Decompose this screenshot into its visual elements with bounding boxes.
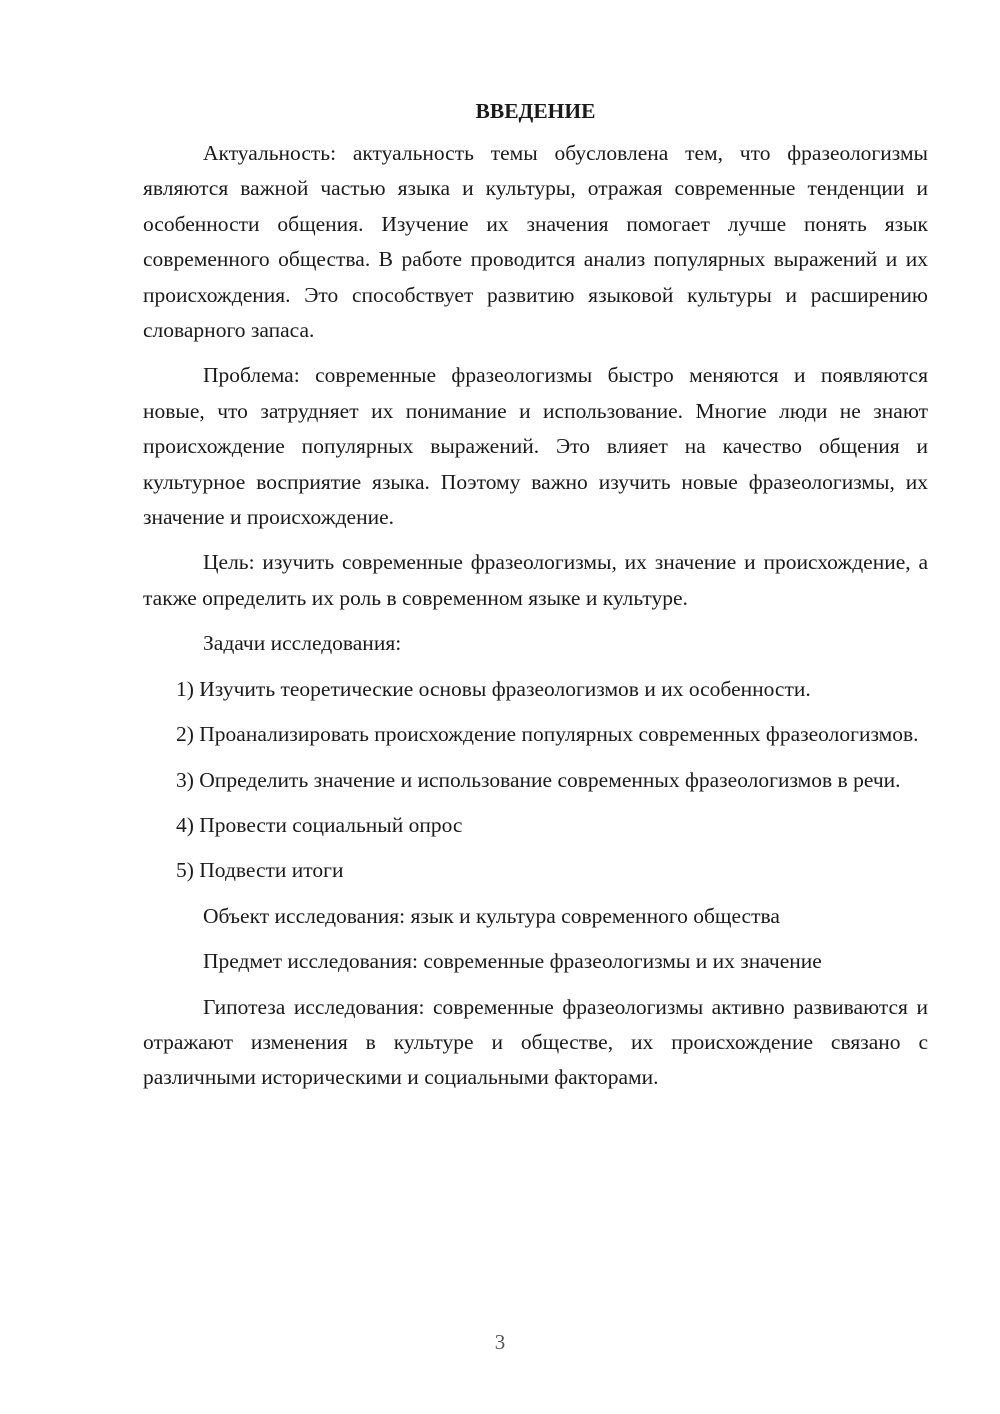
- task-item-3: 3) Определить значение и использование современных фразеологизмов в речи.: [176, 767, 901, 792]
- object-paragraph: Объект исследования: язык и культура современного общества: [203, 903, 780, 928]
- goal-paragraph: Цель: изучить современные фразеологизмы, их значение и происхождение, а также определить их роль в современном языке и культуре.: [143, 550, 928, 610]
- task-item-1: 1) Изучить теоретические основы фразеологизмов и их особенности.: [176, 676, 811, 701]
- task-item-5: 5) Подвести итоги: [176, 858, 344, 883]
- tasks-heading: Задачи исследования:: [203, 631, 402, 656]
- problem-paragraph: Проблема: современные фразеологизмы быстро меняются и появляются новые, что затрудняет их понимание и использование. Многие люди не знают происхождение популярных выражений. Это влияет на качество общения и культурное восприятие языка. Поэтому важно изучить новые фразеологизмы, их значение и происхождение.: [143, 363, 928, 530]
- hypothesis-paragraph: Гипотеза исследования: современные фразеологизмы активно развиваются и отражают изменения в культуре и обществе, их происхождение связано с различными историческими и социальными факторами.: [143, 994, 928, 1090]
- document-page: [143, 92, 928, 1106]
- page-number: 3: [494, 1330, 506, 1354]
- task-item-4: 4) Провести социальный опрос: [176, 812, 463, 837]
- subject-paragraph: Предмет исследования: современные фразеологизмы и их значение: [203, 949, 822, 974]
- relevance-paragraph: Актуальность: актуальность темы обусловлена тем, что фразеологизмы являются важной частью языка и культуры, отражая современные тенденции и особенности общения. Изучение их значения помогает лучше понять язык современного общества. В работе проводится анализ популярных выражений и их происхождения. Это способствует развитию языковой культуры и расширению словарного запаса.: [143, 141, 928, 343]
- section-heading: ВВЕДЕНИЕ: [475, 99, 596, 123]
- task-item-2: 2) Проанализировать происхождение популярных современных фразеологизмов.: [176, 722, 919, 747]
